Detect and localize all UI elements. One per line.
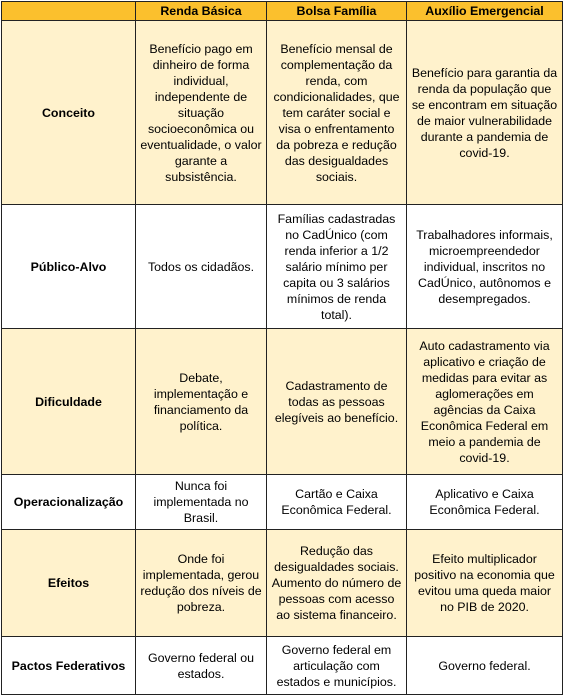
row-label: Pactos Federativos: [2, 637, 136, 695]
table-cell: Famílias cadastradas no CadÚnico (com renda inferior a 1/2 salário mínimo per capita ou 3 salários mínimos de renda total).: [267, 205, 407, 329]
row-label: Operacionalização: [2, 475, 136, 530]
header-bolsa-familia: Bolsa Família: [267, 2, 407, 21]
table-cell: Aplicativo e Caixa Econômica Federal.: [407, 475, 563, 530]
row-label: Conceito: [2, 21, 136, 205]
table-cell: Cadastramento de todas as pessoas elegíveis ao benefício.: [267, 329, 407, 475]
table-cell: Governo federal em articulação com estados e municípios.: [267, 637, 407, 695]
table-cell: Onde foi implementada, gerou redução dos níveis de pobreza.: [136, 530, 267, 637]
table-row: [2, 637, 563, 695]
table-cell: Benefício mensal de complementação da renda, com condicionalidades, que tem caráter social e visa o enfrentamento da pobreza e redução das desigualdades sociais.: [267, 21, 407, 205]
table-cell: Debate, implementação e financiamento da política.: [136, 329, 267, 475]
comparison-table: [1, 1, 563, 695]
header-auxilio-emergencial: Auxílio Emergencial: [407, 2, 563, 21]
header-renda-basica: Renda Básica: [136, 2, 267, 21]
table-row: [2, 530, 563, 637]
row-label: Público-Alvo: [2, 205, 136, 329]
table-cell: Cartão e Caixa Econômica Federal.: [267, 475, 407, 530]
table-cell: Nunca foi implementada no Brasil.: [136, 475, 267, 530]
row-label: Dificuldade: [2, 329, 136, 475]
table-cell: Auto cadastramento via aplicativo e criação de medidas para evitar as aglomerações em agências da Caixa Econômica Federal em meio a pandemia de covid-19.: [407, 329, 563, 475]
header-row: [2, 2, 563, 21]
table-row: [2, 205, 563, 329]
table-cell: Todos os cidadãos.: [136, 205, 267, 329]
table-cell: Trabalhadores informais, microempreendedor individual, inscritos no CadÚnico, autônomos e desempregados.: [407, 205, 563, 329]
table-cell: Benefício pago em dinheiro de forma individual, independente de situação socioeconômica ou eventualidade, o valor garante a subsistência.: [136, 21, 267, 205]
table-row: [2, 329, 563, 475]
table-cell: Benefício para garantia da renda da população que se encontram em situação de maior vulnerabilidade durante a pandemia de covid-19.: [407, 21, 563, 205]
table-row: [2, 21, 563, 205]
table-cell: Redução das desigualdades sociais. Aumento do número de pessoas com acesso ao sistema financeiro.: [267, 530, 407, 637]
table-cell: Governo federal.: [407, 637, 563, 695]
table-cell: Efeito multiplicador positivo na economia que evitou uma queda maior no PIB de 2020.: [407, 530, 563, 637]
header-corner: [2, 2, 136, 21]
row-label: Efeitos: [2, 530, 136, 637]
table-row: [2, 475, 563, 530]
table-cell: Governo federal ou estados.: [136, 637, 267, 695]
